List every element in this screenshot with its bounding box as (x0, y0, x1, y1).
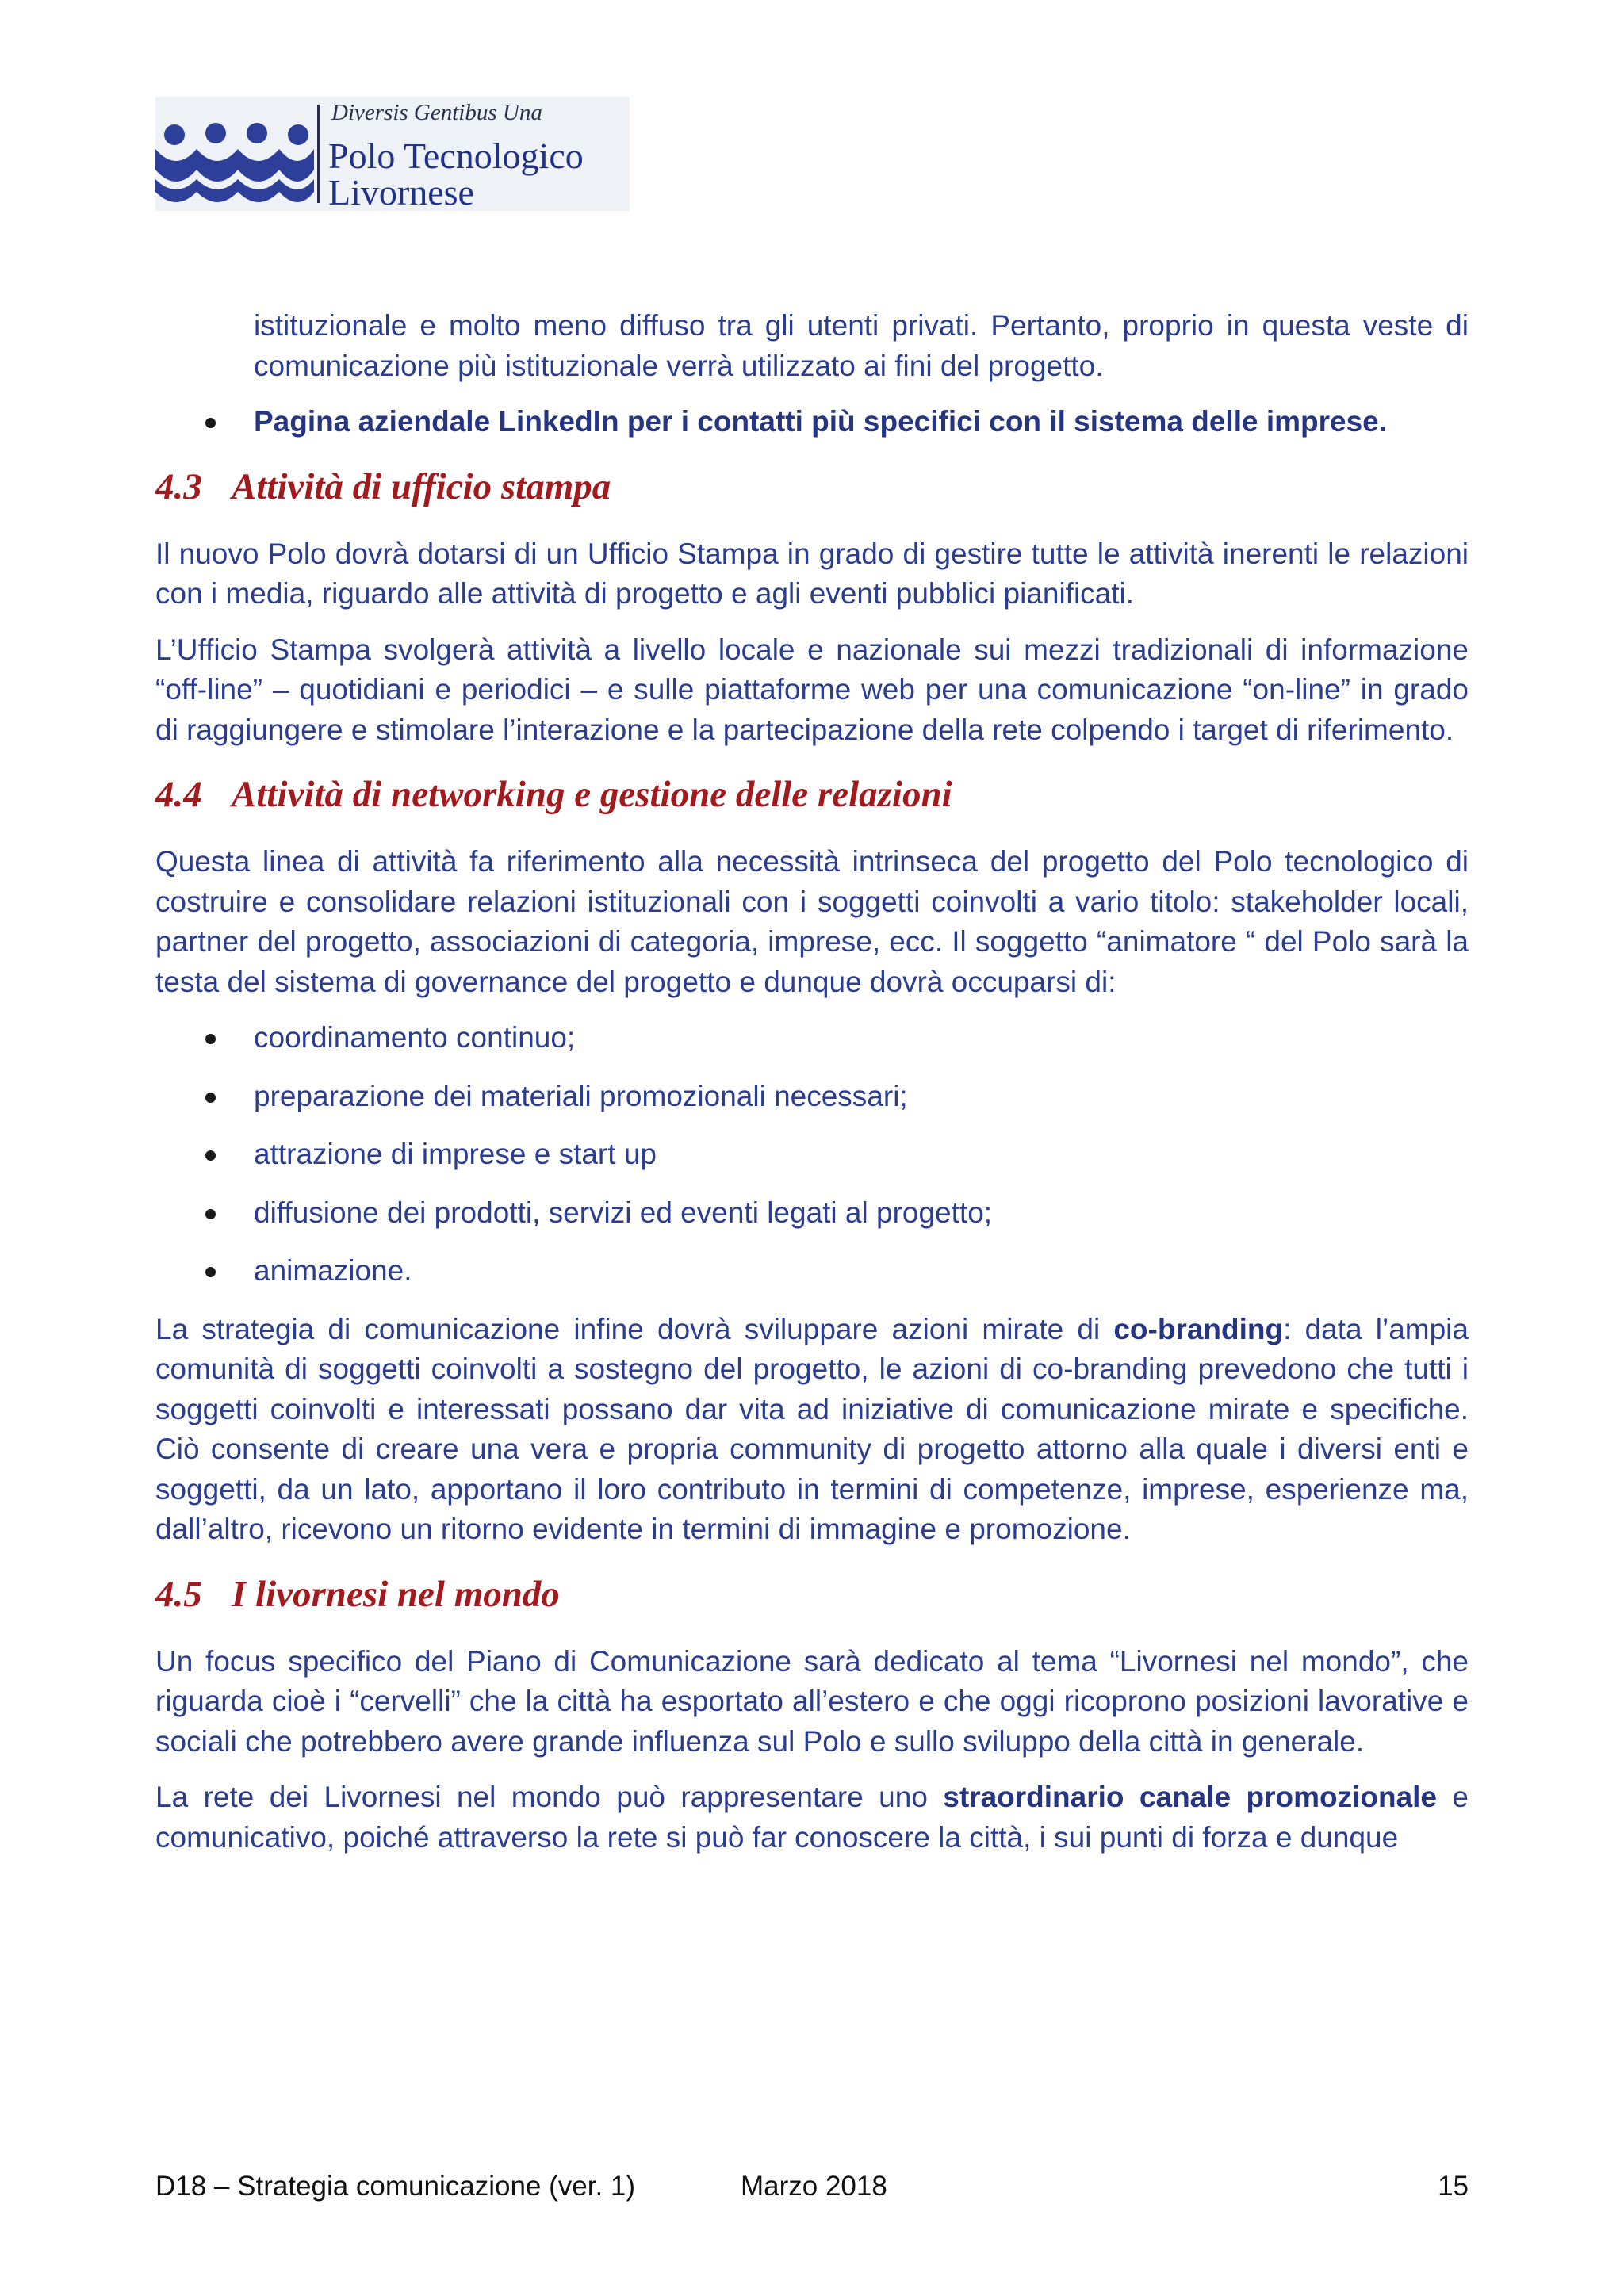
paragraph: Il nuovo Polo dovrà dotarsi di un Ufficio Stampa in grado di gestire tutte le attività inerenti le relazioni con i media, riguardo alle attività di progetto e agli eventi pubblici pianificati. (155, 537, 1469, 610)
text-run: : data l’ampia comunità di soggetti coinvolti a sostegno del progetto, le azioni di co-branding prevedono che tutti i soggetti coinvolti e interessati possano dar vita ad iniziative di comunicazione mirate e specifiche. Ciò consente di creare una vera e propria community di progetto attorno alla quale i diversi enti e soggetti, da un lato, apportano il loro contributo in termini di competenze, imprese, esperienze ma, dall’altro, ricevono un ritorno evidente in termini di immagine e promozione. (155, 1312, 1469, 1545)
paragraph (155, 1310, 1469, 1550)
logo-name-line1: Polo Tecnologico (328, 136, 584, 176)
footer-document-title: D18 – Strategia comunicazione (ver. 1) (155, 2171, 636, 2202)
emphasis-promo-channel: straordinario canale promozionale (943, 1781, 1438, 1813)
waves-logo-icon (155, 97, 314, 211)
text-run: La rete dei Livornesi nel mondo può rappresentare uno (155, 1781, 944, 1813)
footer-date: Marzo 2018 (741, 2171, 887, 2202)
bullet-icon (205, 418, 216, 428)
text-run: La strategia di comunicazione infine dovrà sviluppare azioni mirate di (155, 1312, 1114, 1345)
section-heading-4-4 (155, 771, 1469, 818)
logo-motto: Diversis Gentibus Una (331, 100, 542, 125)
section-title: Attività di ufficio stampa (232, 465, 611, 507)
list-item (155, 1077, 1469, 1117)
logo-name-line2: Livornese (328, 172, 474, 212)
paragraph (155, 1777, 1469, 1858)
bullet-icon (205, 1150, 216, 1161)
list-item-text: diffusione dei prodotti, servizi ed eventi legati al progetto; (254, 1196, 993, 1229)
list-item (155, 1193, 1469, 1234)
paragraph: L’Ufficio Stampa svolgerà attività a livello locale e nazionale sui mezzi tradizionali di informazione “off-line” – quotidiani e periodici – e sulle piattaforme web per una comunicazione “on-line” in grado di raggiungere e stimolare l’interazione e la partecipazione della rete colpendo i target di riferimento. (155, 633, 1469, 746)
section-heading-4-5 (155, 1571, 1469, 1618)
section-number: 4.3 (155, 465, 202, 507)
bullet-icon (205, 1267, 216, 1277)
bullet-icon (205, 1093, 216, 1103)
bullet-list-activities (155, 1018, 1469, 1292)
list-item-text: Pagina aziendale LinkedIn per i contatti più specifici con il sistema delle imprese. (254, 405, 1388, 438)
paragraph: Un focus specifico del Piano di Comunicazione sarà dedicato al tema “Livornesi nel mondo”, che riguarda cioè i “cervelli” che la città ha esportato all’estero e che oggi ricoprono posizioni lavorative e sociali che potrebbero avere grande influenza sul Polo e sullo sviluppo della città in generale. (155, 1644, 1469, 1758)
text-run: e comunicativo, poiché attraverso la rete si può far conoscere la città, i sui punti di forza e dunque (155, 1781, 1469, 1854)
logo-divider (317, 105, 320, 203)
list-item-text: coordinamento continuo; (254, 1021, 576, 1054)
bullet-list-channels (155, 402, 1469, 442)
page-footer (155, 2171, 1469, 2210)
logo (155, 97, 630, 211)
document-body (155, 306, 1469, 1873)
bullet-icon (205, 1034, 216, 1044)
list-item (155, 402, 1469, 442)
list-item (155, 1018, 1469, 1058)
section-title: Attività di networking e gestione delle relazioni (232, 774, 952, 815)
section-number: 4.5 (155, 1573, 202, 1615)
section-title: I livornesi nel mondo (232, 1573, 560, 1615)
section-heading-4-3 (155, 463, 1469, 511)
list-item (155, 1251, 1469, 1292)
list-item-text: animazione. (254, 1254, 412, 1287)
bullet-icon (205, 1209, 216, 1219)
paragraph: Questa linea di attività fa riferimento alla necessità intrinseca del progetto del Polo tecnologico di costruire e consolidare relazioni istituzionali con i soggetti coinvolti a vario titolo: stakeholder locali, partner del progetto, associazioni di categoria, imprese, ecc. Il soggetto “animatore “ del Polo sarà la testa del sistema di governance del progetto e dunque dovrà occuparsi di: (155, 845, 1469, 998)
emphasis-co-branding: co-branding (1113, 1312, 1284, 1345)
footer-page-number: 15 (1438, 2171, 1469, 2202)
section-number: 4.4 (155, 774, 202, 815)
list-item (155, 1135, 1469, 1175)
list-item-text: attrazione di imprese e start up (254, 1138, 657, 1170)
paragraph-continuation: istituzionale e molto meno diffuso tra gli utenti privati. Pertanto, proprio in questa veste di comunicazione più istituzionale verrà utilizzato ai fini del progetto. (254, 309, 1469, 382)
list-item-text: preparazione dei materiali promozionali necessari; (254, 1079, 908, 1112)
